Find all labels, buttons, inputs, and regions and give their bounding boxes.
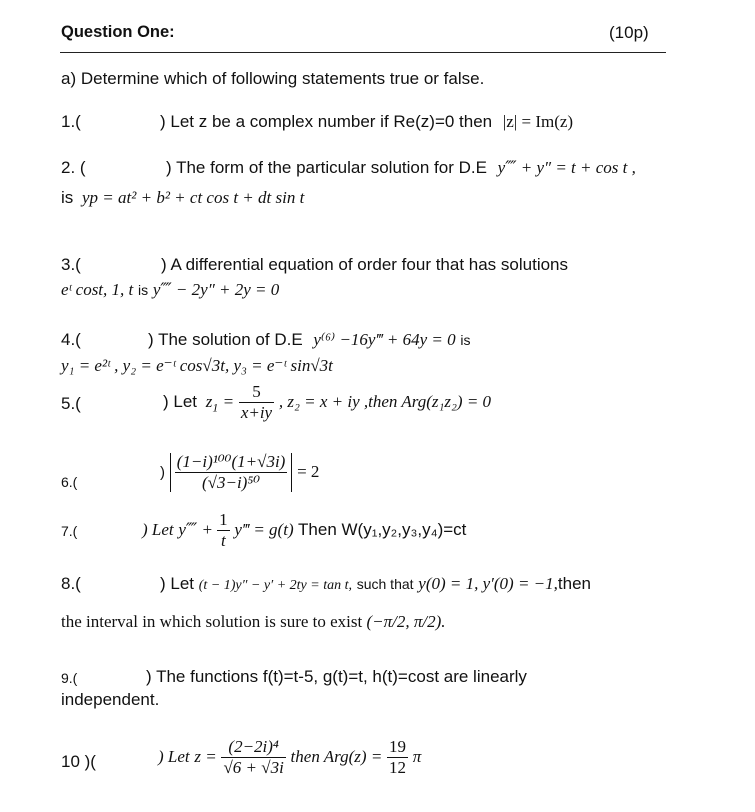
item-8-such-that: such that <box>356 576 414 592</box>
item-8-interval-text: the interval in which solution is sure to exist <box>61 612 363 631</box>
item-8-interval: (−π/2, π/2). <box>366 612 446 631</box>
item-2-statement: ) The form of the particular solution for D.E <box>166 158 487 177</box>
item-5-fraction <box>239 383 274 422</box>
item-9-label: 9.( <box>61 670 78 686</box>
item-7-label: 7.( <box>61 523 78 539</box>
item-2-label: 2. ( <box>61 158 86 177</box>
item-10-fraction <box>221 738 285 777</box>
item-3-is: is <box>138 282 149 298</box>
item-6-denominator: (√3−i)⁵⁰ <box>175 472 288 492</box>
item-5-frac-num: 5 <box>252 382 261 401</box>
item-6-numerator: (1−i)¹⁰⁰(1+√3i) <box>176 452 286 471</box>
item-9-statement: ) The functions f(t)=t-5, g(t)=t, h(t)=cost are linearly <box>146 667 527 686</box>
item-10-frac2-den: 12 <box>389 757 407 777</box>
question-points: (10p) <box>609 23 649 42</box>
item-3-solutions: eᵗ cost, 1, t <box>61 280 134 299</box>
item-4-label: 4.( <box>61 330 81 349</box>
item-7-math2: y‴ = g(t) <box>234 519 294 539</box>
item-8-let: ) Let <box>160 574 195 593</box>
item-2-math: y⁗ + y″ = t + cos t , <box>497 158 636 177</box>
item-5-frac-den: x+iy <box>240 402 273 422</box>
item-6-expression: ) $\frac{\text{(1−i)¹⁰⁰(1+√3i)}}{\text{(√3−i)⁵⁰}}$ = 2 <box>160 452 320 492</box>
item-5-text <box>163 383 491 422</box>
item-6-modulus <box>170 453 293 492</box>
item-5-math: , z₂ = x + iy ,then Arg(z₁z₂) = 0 <box>278 391 492 411</box>
item-1-label: 1.( <box>61 112 81 131</box>
item-1-math: |z| = Im(z) <box>502 112 574 131</box>
item-8-then: then <box>557 574 591 593</box>
item-9-line2: independent. <box>61 690 160 709</box>
item-7-tail: Then W(y₁,y₂,y₃,y₄)=ct <box>298 519 467 539</box>
item-5-z1: $z_1$ = <box>205 391 235 415</box>
item-10-let: ) Let <box>158 746 190 766</box>
item-6-label: 6.( <box>61 474 78 490</box>
item-8-label: 8.( <box>61 574 81 593</box>
item-10-pi: π <box>412 746 422 766</box>
item-10-frac-num: (2−2i)⁴ <box>228 737 279 756</box>
item-5-statement: ) Let <box>163 391 198 411</box>
item-2-text <box>166 158 636 178</box>
item-8-line2 <box>61 612 446 632</box>
item-1-text <box>160 112 573 132</box>
item-3-label: 3.( <box>61 255 81 274</box>
item-4-text <box>148 330 470 350</box>
item-8-equation: (t − 1)y″ − y′ + 2ty = tan t, <box>198 578 352 593</box>
item-4-suffix: is <box>460 332 471 348</box>
item-4-line2 <box>61 356 333 376</box>
part-a-instruction: a) Determine which of following statements true or false. <box>61 69 485 88</box>
item-3-line2 <box>61 280 279 300</box>
item-7-text <box>142 511 466 550</box>
item-4-statement: ) The solution of D.E <box>148 330 303 349</box>
header-divider <box>60 52 666 53</box>
item-8-initial-conditions: y(0) = 1, y′(0) = −1, <box>418 574 558 593</box>
item-4-math: y⁽⁶⁾ −16y‴ + 64y = 0 <box>313 330 456 349</box>
item-2-line2-prefix: is <box>61 188 74 207</box>
item-10-z: z = <box>194 746 217 766</box>
item-7-frac-num: 1 <box>219 510 228 529</box>
item-7-fraction <box>217 511 230 550</box>
item-10-text <box>158 738 421 777</box>
item-10-arg-fraction <box>387 738 408 777</box>
item-10-frac2-num: 19 <box>389 737 407 756</box>
item-8-text <box>160 574 591 594</box>
item-4-solution-set: y₁ = e²ᵗ , y₂ = e⁻ᵗ cos√3t, y₃ = e⁻ᵗ sin√3t <box>61 356 333 375</box>
item-2-line2 <box>61 188 304 208</box>
item-1-statement: ) Let z be a complex number if Re(z)=0 then <box>160 112 493 131</box>
item-10-mid: then Arg(z) = <box>290 746 383 766</box>
item-10-frac-den: √6 + √3i <box>223 757 284 777</box>
item-3-statement: ) A differential equation of order four that has solutions <box>161 255 569 274</box>
item-5-label: 5.( <box>61 394 81 413</box>
item-3-equation: y⁗ − 2y″ + 2y = 0 <box>152 280 280 299</box>
item-6-rhs: = 2 <box>297 461 320 481</box>
item-10-label: 10 )( <box>61 752 96 771</box>
question-title: Question One: <box>61 23 175 41</box>
item-7-let: ) Let <box>142 519 174 539</box>
item-7-math: y⁗ + <box>178 519 218 539</box>
item-2-particular-solution: yp = at² + b² + ct cos t + dt sin t <box>82 188 305 207</box>
item-7-frac-den: t <box>217 530 230 550</box>
